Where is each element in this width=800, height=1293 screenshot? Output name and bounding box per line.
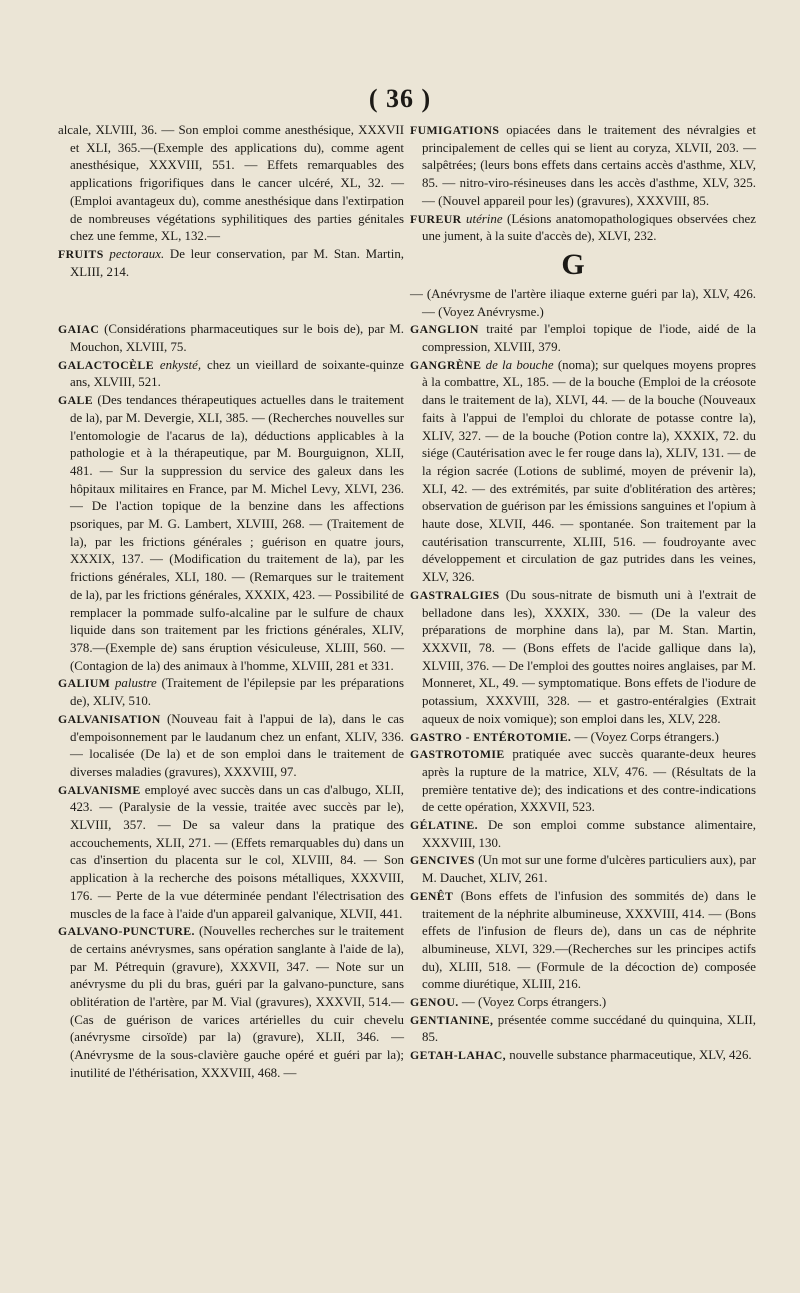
index-entry: alcale, XLVIII, 36. — Son emploi comme anesthésique, XXXVII et XLI, 365.—(Exemple des applications du), comme agent anesthésique, XXXVIII, 551. — Effets remarquables des applications frigorifiques dans le cancer ulcéré, XL, 32. — (Emploi avantageux du), comme anesthésique dans l'extirpation de nombreuses végétations syphilitiques des parties génitales chez une femme, XL, 132.— (58, 123, 404, 244)
index-entry: GASTRALGIES (Du sous-nitrate de bismuth uni à l'extrait de belladone dans les), XXXIX, 330. — (De la valeur des préparations de morphine dans la), par M. Stan. Martin, XXXVII, 78. — (Bons effets de l'acide gallique dans la), XLVIII, 376. — De l'emploi des gouttes noires anglaises, par M. Monneret, XL, 49. — symptomatique. Bons effets de l'iodure de potassium, XXXVIII, 328. — et gastro-entéralgies (Extrait aqueux de noix vomique); son emploi dans les, XLV, 228. (410, 587, 756, 726)
index-entry: GALACTOCÈLE enkysté, chez un vieillard de soixante-quinze ans, XLVIII, 521. (58, 357, 404, 390)
entry-headword: GALVANISATION (58, 711, 161, 726)
entry-headword: GALIUM (58, 676, 111, 691)
index-entry: GENCIVES (Un mot sur une forme d'ulcères particuliers aux), par M. Dauchet, XLIV, 261. (410, 853, 756, 886)
entry-headword: GENÊT (410, 888, 454, 903)
right-column (410, 122, 756, 1065)
index-entry: GENOU. — (Voyez Corps étrangers.) (410, 995, 607, 1010)
entry-headword: GALVANISME (58, 782, 141, 797)
index-entry: GASTROTOMIE pratiquée avec succès quarante-deux heures après la rupture de la matrice, XLV, 476. — (Résultats de la première tentative de); des indications et des contre-indications de cette opération, XXXVII, 523. (410, 747, 757, 815)
index-entry: FUMIGATIONS opiacées dans le traitement des névralgies et principalement de celles qui se lient au coryza, XLVII, 203. — salpêtrées; (leurs bons effets dans certains accès d'asthme, XLV, 85. — nitro-viro-résineuses dans les accès d'asthme, XLV, 325.— (Nouvel appareil pour les) (gravures), XXXVIII, 85. (410, 123, 756, 208)
index-entry: GALVANISME employé avec succès dans un cas d'albugo, XLII, 423. — (Paralysie de la vessie, traitée avec succès par le), XLVIII, 357. — De sa valeur dans la pratique des accouchements, XLII, 271. — (Effets remarquables du) dans un cas d'insertion du placenta sur le col, XLVIII, 84. — Son application à la recherche des poisons métalliques, XXXVIII, 176. — Perte de la vue déterminée pendant l'électrisation des muscles de la face à l'aide d'un appareil galvanique, XLVII, 441. (58, 782, 404, 921)
index-entry: GETAH-LAHAC, nouvelle substance pharmaceutique, XLV, 426. (410, 1048, 752, 1063)
entry-headword: GALVANO-PUNCTURE. (58, 924, 195, 939)
entry-headword: GANGLION (410, 322, 479, 337)
entry-headword: GALE (58, 393, 94, 408)
entry-headword: GETAH-LAHAC, (410, 1048, 507, 1063)
entry-headword: GALACTOCÈLE (58, 357, 154, 372)
index-entry: GENTIANINE, présentée comme succédané du quinquina, XLII, 85. (410, 1012, 756, 1045)
index-entry: GALIUM palustre (Traitement de l'épilepsie par les préparations de), XLIV, 510. (58, 676, 404, 709)
entry-headword: GENCIVES (410, 853, 475, 868)
entry-headword: FRUITS (58, 246, 104, 261)
spacer (58, 281, 404, 321)
entry-headword: GENOU. (410, 995, 459, 1010)
left-column (58, 122, 404, 1083)
entry-headword: FUMIGATIONS (410, 123, 500, 137)
entry-headword: GENTIANINE, (410, 1012, 494, 1027)
entry-headword: GASTRALGIES (410, 587, 500, 602)
entry-headword: GASTROTOMIE (410, 747, 505, 762)
index-entry: — (Anévrysme de l'artère iliaque externe guéri par la), XLV, 426. — (Voyez Anévrysme.) (410, 286, 756, 319)
index-entry: FRUITS pectoraux. De leur conservation, par M. Stan. Martin, XLIII, 214. (58, 246, 404, 279)
index-entry: GENÊT (Bons effets de l'infusion des sommités de) dans le traitement de la néphrite albumineuse, XXXVIII, 414. — (Bons effets de l'infusion de fleurs de), dans un cas de néphrite albumineuse, XLVI, 329.—(Recherches sur les principes actifs du), XLIII, 518. — (Formule de la décoction de) composée comme diurétique, XLIII, 216. (410, 888, 756, 992)
index-entry: GASTRO - ENTÉROTOMIE. — (Voyez Corps étrangers.) (410, 729, 719, 744)
index-entry: GÉLATINE. De son emploi comme substance alimentaire, XXXVIII, 130. (410, 818, 756, 850)
index-entry: FUREUR utérine (Lésions anatomopathologiques observées chez une jument, à la suite d'accès de), XLVI, 232. (410, 211, 756, 244)
entry-headword: GAIAC (58, 322, 100, 337)
index-entry: GALVANISATION (Nouveau fait à l'appui de la), dans le cas d'empoisonnement par le laudanum chez un enfant, XLIV, 336. — localisée (De la) et de son emploi dans le traitement de diverses maladies (gravures), XXXVIII, 97. (58, 711, 404, 779)
entry-headword: FUREUR (410, 211, 462, 226)
entry-headword: GÉLATINE. (410, 818, 478, 833)
index-entry: GALVANO-PUNCTURE. (Nouvelles recherches sur le traitement de certains anévrysmes, sans opération sanglante à l'aide de la), par M. Pétrequin (gravure), XXXVII, 347. — Note sur un anévrysme du pli du bras, guéri par la galvano-puncture, sans oblitération de l'artère, par M. Vial (gravures), XXXVII, 514.—(Cas de guérison de varices artérielles du cuir chevelu (anévrysme cirsoïde) par la) (gravure), XLII, 346. — (Anévrysme de la sous-clavière gauche opéré et guéri par la); inutilité de l'éthérisation, XXXVIII, 468. — (58, 924, 404, 1080)
entry-headword: GANGRÈNE (410, 357, 482, 372)
section-letter: G (561, 247, 585, 281)
index-entry: GAIAC (Considérations pharmaceutiques sur le bois de), par M. Mouchon, XLVIII, 75. (58, 322, 404, 355)
index-entry: GANGLION traité par l'emploi topique de l'iode, aidé de la compression, XLVIII, 379. (410, 322, 756, 355)
index-entry: GANGRÈNE de la bouche (noma); sur quelques moyens propres à la combattre, XL, 185. — de la bouche (Emploi de la créosote dans le traitement de la), XLVI, 44. — de la bouche (Nouveaux faits à l'appui de l'emploi du chlorate de potasse contre la), XLIV, 327. — de la bouche (Potion contre la), XXXIX, 72. du siége (Cautérisation avec le fer rouge dans la), XLIV, 131. — de la région sacrée (Lotions de sublimé, moyen de prévenir la), XLI, 42. — des extrémités, par suite d'oblitération des artères; observation de guérison par les émissions sanguines et l'opium à haute dose, XLVII, 446. — spontanée. Son traitement par la cautérisation transcurrente, XLIII, 516. — foudroyante avec développement et circulation de gaz putrides dans les veines, XLV, 326. (410, 357, 756, 585)
page-number: ( 36 ) (368, 84, 432, 113)
index-entry: GALE (Des tendances thérapeutiques actuelles dans le traitement de la), par M. Devergie, XLI, 385. — (Recherches nouvelles sur l'entomologie de l'acarus de la), déductions applicables à la pathologie et à la thérapeutique, par M. Bourguignon, XLII, 481. — Sur la suppression du service des galeux dans les hôpitaux militaires en France, par M. Michel Levy, XLVI, 236. — De l'action topique de la benzine dans les affections psoriques, par M. G. Lambert, XLVIII, 268. — (Traitement de la), par les frictions générales ; guérison en quatre jours, XXXIX, 137. — (Modification du traitement de la), par les frictions générales, XLI, 180. — (Remarques sur le traitement de la), par les frictions générales, XXXIX, 423. — Possibilité de remplacer la pommade sulfo-alcaline par le sulfure de chaux liquide dans son traitement par les frictions générales, XLIV, 378.—(Exemple de) sans éruption vésiculeuse, XLIII, 560. — (Contagion de la) des animaux à l'homme, XLVIII, 281 et 331. (58, 393, 404, 673)
entry-headword: GASTRO - ENTÉROTOMIE. (410, 729, 572, 744)
